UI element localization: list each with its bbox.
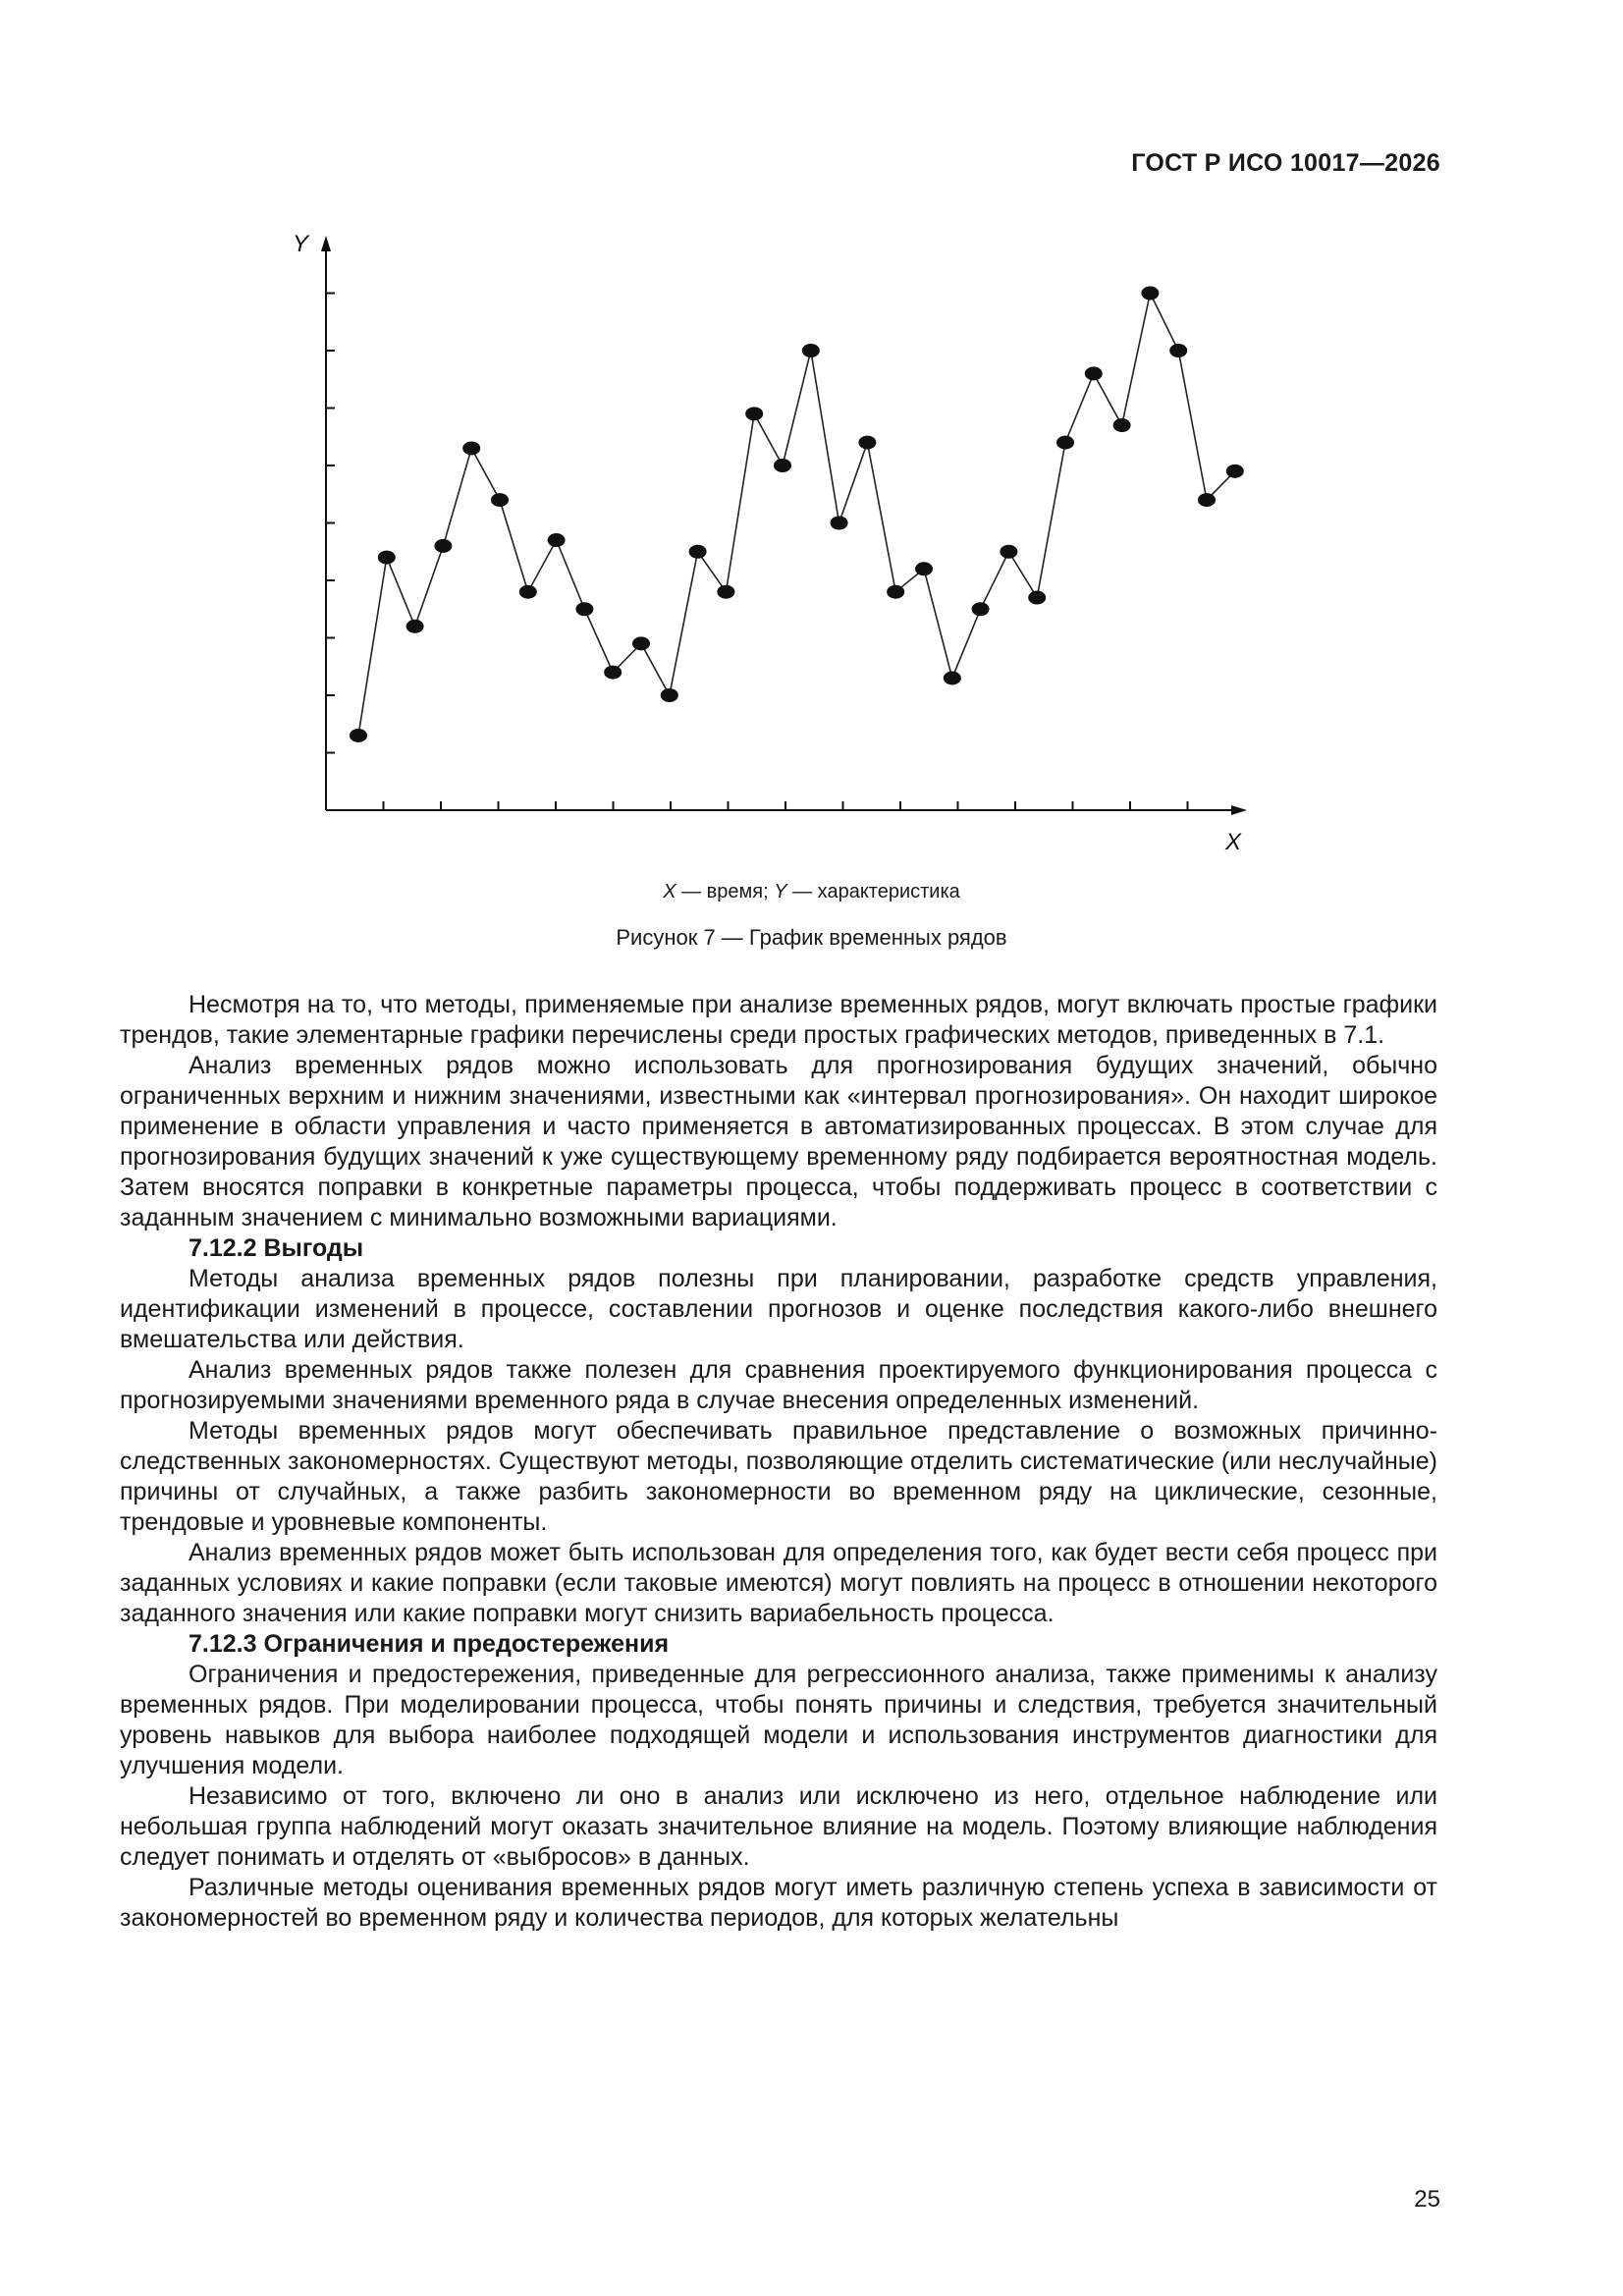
data-point [1113, 418, 1131, 432]
time-series-chart [275, 216, 1276, 864]
data-point [575, 602, 593, 616]
data-point [462, 441, 480, 455]
paragraph: Ограничения и предостережения, приведенные для регрессионного анализа, также применимы к анализу временных рядов. При моделировании процесса, чтобы понять причины и следствия, требуется значительный уровень навыков для выбора наиболее подходящей модели и использования инструментов диагностики для улучшения модели. [120, 1661, 1437, 1779]
paragraph: Методы анализа временных рядов полезны при планировании, разработке средств управления, идентификации изменений в процессе, составлении прогнозов и оценке последствия какого-либо внешнего вмешательства или действия. [120, 1265, 1437, 1353]
y-axis-arrow [321, 236, 331, 251]
section-heading: 7.12.2 Выгоды [189, 1234, 364, 1262]
data-point [1198, 493, 1216, 507]
legend-x-symbol: X [663, 881, 676, 902]
document-header: ГОСТ Р ИСО 10017—2026 [1131, 149, 1440, 177]
x-axis-arrow [1231, 805, 1247, 815]
data-point [519, 585, 537, 599]
data-point [944, 671, 961, 684]
x-axis-label: X [1225, 829, 1242, 855]
data-point [689, 545, 707, 559]
paragraph: Различные методы оценивания временных рядов могут иметь различную степень успеха в зависимости от закономерностей во временном ряду и количества периодов, для которых желательны [120, 1874, 1437, 1932]
legend-x-desc: — время; [676, 881, 775, 902]
data-point [717, 585, 734, 599]
data-point [1141, 287, 1159, 301]
paragraph: Несмотря на то, что методы, применяемые при анализе временных рядов, могут включать простые графики трендов, такие элементарные графики перечислены среди простых графических методов, приведенных в 7.1. [120, 991, 1437, 1049]
figure-caption: Рисунок 7 — График временных рядов [616, 925, 1007, 950]
data-point [491, 493, 509, 507]
y-axis-label: Y [293, 231, 309, 257]
page-number: 25 [1414, 2186, 1440, 2213]
data-point [548, 533, 566, 547]
data-point [350, 729, 367, 742]
data-point [831, 517, 848, 530]
data-point [774, 459, 791, 472]
data-point [1226, 465, 1244, 478]
data-point [915, 562, 933, 575]
paragraph: Независимо от того, включено ли оно в анализ или исключено из него, отдельное наблюдение или небольшая группа наблюдений могут оказать значительное влияние на модель. Поэтому влияющие наблюдения следует понимать и отделять от «выбросов» в данных. [120, 1782, 1437, 1871]
paragraph: Методы временных рядов могут обеспечивать правильное представление о возможных причинно-следственных закономерностях. Существуют методы, позволяющие отделить систематические (или неслучайные) причины от случайных, а также разбить закономерности во временном ряду на циклические, сезонные, трендовые и уровневые компоненты. [120, 1417, 1437, 1536]
data-point [745, 407, 763, 420]
data-point [1085, 366, 1103, 380]
figure-legend [0, 881, 1623, 903]
data-point [1169, 344, 1187, 357]
data-point [972, 602, 990, 616]
data-point [661, 688, 678, 702]
body-text [120, 990, 1437, 1934]
paragraph: Анализ временных рядов можно использовать для прогнозирования будущих значений, обычно ограниченных верхним и нижним значениями, известными как «интервал прогнозирования». Он находит широкое применение в области управления и часто применяется в автоматизированных процессах. В этом случае для прогнозирования будущих значений к уже существующему временному ряду подбирается вероятностная модель. Затем вносятся поправки в конкретные параметры процесса, чтобы поддерживать процесс в соответствии с заданным значением с минимально возможными вариациями. [120, 1052, 1437, 1231]
data-point [604, 666, 622, 680]
data-point [378, 551, 396, 565]
legend-y-symbol: Y [774, 881, 787, 902]
legend-y-desc: — характеристика [786, 881, 960, 902]
data-point [1028, 591, 1046, 605]
data-point [434, 539, 452, 553]
paragraph: Анализ временных рядов также полезен для сравнения проектируемого функционирования процесса с прогнозируемыми значениями временного ряда в случае внесения определенных изменений. [120, 1356, 1437, 1414]
data-point [1056, 436, 1074, 450]
data-point [802, 344, 820, 357]
series-line [358, 294, 1235, 736]
data-point [858, 436, 876, 450]
section-heading: 7.12.3 Ограничения и предостережения [189, 1630, 670, 1658]
data-point [1000, 545, 1017, 559]
data-point [887, 585, 904, 599]
paragraph: Анализ временных рядов может быть использован для определения того, как будет вести себя процесс при заданных условиях и какие поправки (если таковые имеются) могут повлиять на процесс в отношении некоторого заданного значения или какие поправки могут снизить вариабельность процесса. [120, 1539, 1437, 1627]
data-point [632, 636, 650, 650]
data-point [406, 620, 424, 633]
